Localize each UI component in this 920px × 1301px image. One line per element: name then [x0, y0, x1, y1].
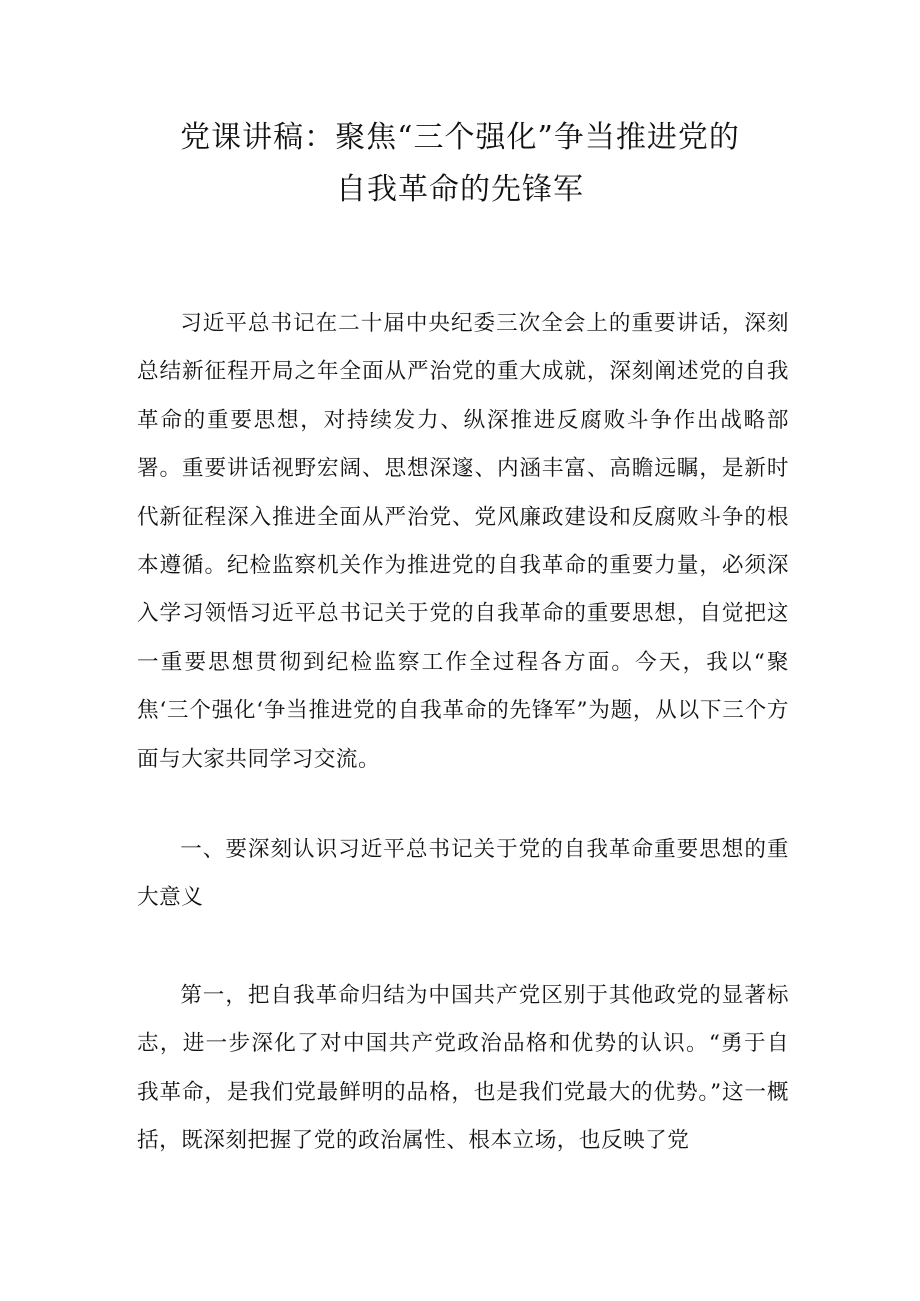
intro-paragraph: 习近平总书记在二十届中央纪委三次全会上的重要讲话，深刻总结新征程开局之年全面从严治党的重大成就，深刻阐述党的自我革命的重要思想，对持续发力、纵深推进反腐败斗争作出战略部署。重要讲话视野宏阔、思想深邃、内涵丰富、高瞻远瞩，是新时代新征程深入推进全面从严治党、党风廉政建设和反腐败斗争的根本遵循。纪检监察机关作为推进党的自我革命的重要力量，必须深入学习领悟习近平总书记关于党的自我革命的重要思想，自觉把这一重要思想贯彻到纪检监察工作全过程各方面。今天，我以“聚焦‘三个强化‘争当推进党的自我革命的先锋军”为题，从以下三个方面与大家共同学习交流。 [137, 311, 789, 772]
body-paragraph-first: 第一，把自我革命归结为中国共产党区别于其他政党的显著标志，进一步深化了对中国共产党政治品格和优势的认识。“勇于自我革命，是我们党最鲜明的品格，也是我们党最大的优势。”这一概括，既深刻把握了党的政治属性、根本立场，也反映了党 [137, 983, 789, 1154]
title-line-1: 党课讲稿：聚焦“三个强化”争当推进党的 [180, 120, 740, 155]
section-heading-1: 一、要深刻认识习近平总书记关于党的自我革命重要思想的重大意义 [137, 837, 789, 911]
title-line-2: 自我革命的先锋军 [336, 172, 584, 207]
document-title [120, 112, 800, 216]
